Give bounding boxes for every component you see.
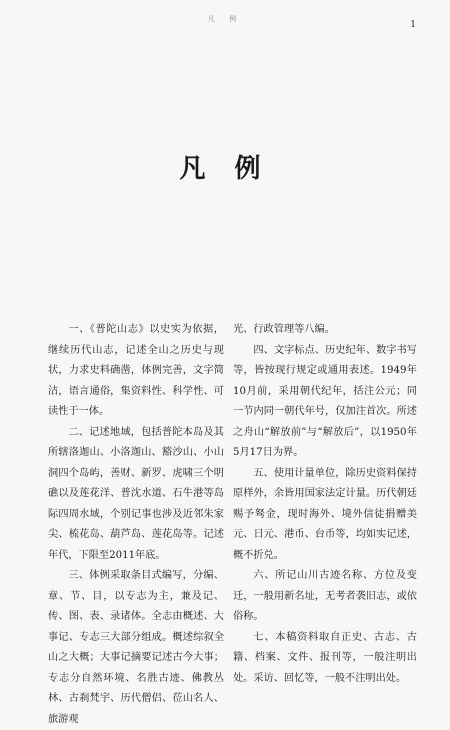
paragraph-3: 三、体例采取条目式编写，分编、章、节、目，以专志为主，兼及记、传、图、表、录诸体。全志由概述、大事记、专志三大部分组成。概述综叙全山之大概；大事记摘要记述古今大事；专志分自然环境、名胜古迹、佛教丛林、古刹梵宇、历代僧侣、莅山名人、旅游观 bbox=[48, 570, 224, 725]
paragraph-2: 二、记述地域，包括普陀本岛及其所辖洛迦山、小洛迦山、豁沙山、小山洞四个岛屿，善财、新罗、虎啸三个明礁以及莲花洋、普沈水道、石牛港等岛际四周水域，个别记事也涉及近邻朱家尖、梳花岛、葫芦岛、莲花岛等。记述年代，下限至2011年底。 bbox=[48, 426, 224, 561]
paragraph-3-continued: 光、行政管理等八编。 bbox=[233, 324, 335, 335]
paragraph-6: 六、所记山川古迹名称、方位及变迁，一般用新名址，无考者袭旧志，或依俗称。 bbox=[233, 570, 417, 622]
paragraph-1: 一、《普陀山志》以史实为依据，继续历代山志，记述全山之历史与现状，力求史料确凿，体例完善，文字简洁，语言通俗，集资料性、科学性、可读性于一体。 bbox=[48, 324, 224, 417]
paragraph-7: 七、本稿资料取自正史、古志、古籍、档案、文件、报刊等，一般注明出处。采访、回忆等，一般不注明出处。 bbox=[233, 631, 417, 684]
paragraph-5: 五、使用计量单位，除历史资料保持原样外，余皆用国家法定计量。历代朝廷赐予驽金，现时海外、境外信徒捐赠美元、日元、港币、台币等，均如实记述，概不折兑。 bbox=[233, 467, 417, 561]
left-column bbox=[48, 320, 224, 730]
right-column bbox=[233, 320, 417, 689]
page-title: 凡 例 bbox=[179, 154, 271, 184]
page-number: 1 bbox=[410, 20, 416, 30]
paragraph-4: 四、文字标点、历史纪年、数字书写等，皆按现行规定或通用表述。1949年10月前，采用朝代纪年，括注公元；同一节内同一朝代年号，仅加注首次。所述之舟山“解放前”与“解放后”，以1950年5月17日为界。 bbox=[233, 344, 417, 458]
running-head: 凡 例 bbox=[207, 15, 243, 23]
